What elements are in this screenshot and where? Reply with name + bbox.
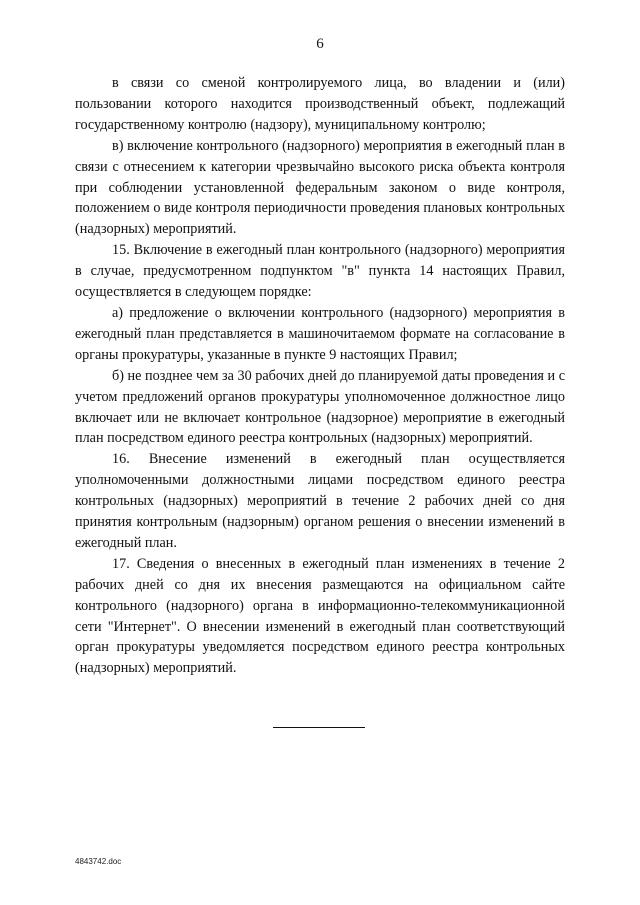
paragraph-15-a: а) предложение о включении контрольного (надзорного) мероприятия в ежегодный план представляется в машиночитаемом формате на согласование в органы прокуратуры, указанные в пункте 9 настоящих Правил; xyxy=(75,304,565,363)
paragraph-15-b: б) не позднее чем за 30 рабочих дней до планируемой даты проведения и с учетом предложений органов прокуратуры уполномоченное должностное лицо включает или не включает контрольное (надзорное) мероприятие в ежегодный план посредством единого реестра контрольных (надзорных) мероприятий. xyxy=(75,367,565,447)
paragraph-16: 16. Внесение изменений в ежегодный план осуществляется уполномоченными должностными лицами посредством единого реестра контрольных (надзорных) мероприятий в течение 2 рабочих дней со дня принятия контрольным (надзорным) органом решения о внесении изменений в ежегодный план. xyxy=(75,451,565,551)
paragraph-item-v: в) включение контрольного (надзорного) мероприятия в ежегодный план в связи с отнесением к категории чрезвычайно высокого риска объекта контроля при соблюдении установленной федеральным законом о виде контроля, положением о виде контроля периодичности проведения плановых контрольных (надзорных) мероприятий. xyxy=(75,137,565,238)
paragraph-continuation: в связи со сменой контролируемого лица, во владении и (или) пользовании которого находится производственный объект, подлежащий государственному контролю (надзору), муниципальному контролю; xyxy=(75,75,565,133)
paragraph-17: 17. Сведения о внесенных в ежегодный план изменениях в течение 2 рабочих дней со дня их внесения размещаются на официальном сайте контрольного (надзорного) органа в информационно-телекоммуникационной сети "Интернет". О внесении изменений в ежегодный план соответствующий орган прокуратуры уведомляется посредством единого реестра контрольных (надзорных) мероприятий. xyxy=(75,555,565,677)
document-body xyxy=(75,73,565,679)
paragraph-15: 15. Включение в ежегодный план контрольного (надзорного) мероприятия в случае, предусмотренном подпунктом "в" пункта 14 настоящих Правил, осуществляется в следующем порядке: xyxy=(75,242,565,301)
file-name-footer: 4843742.doc xyxy=(75,857,122,866)
end-separator-line xyxy=(273,727,365,728)
page-number: 6 xyxy=(316,36,324,52)
